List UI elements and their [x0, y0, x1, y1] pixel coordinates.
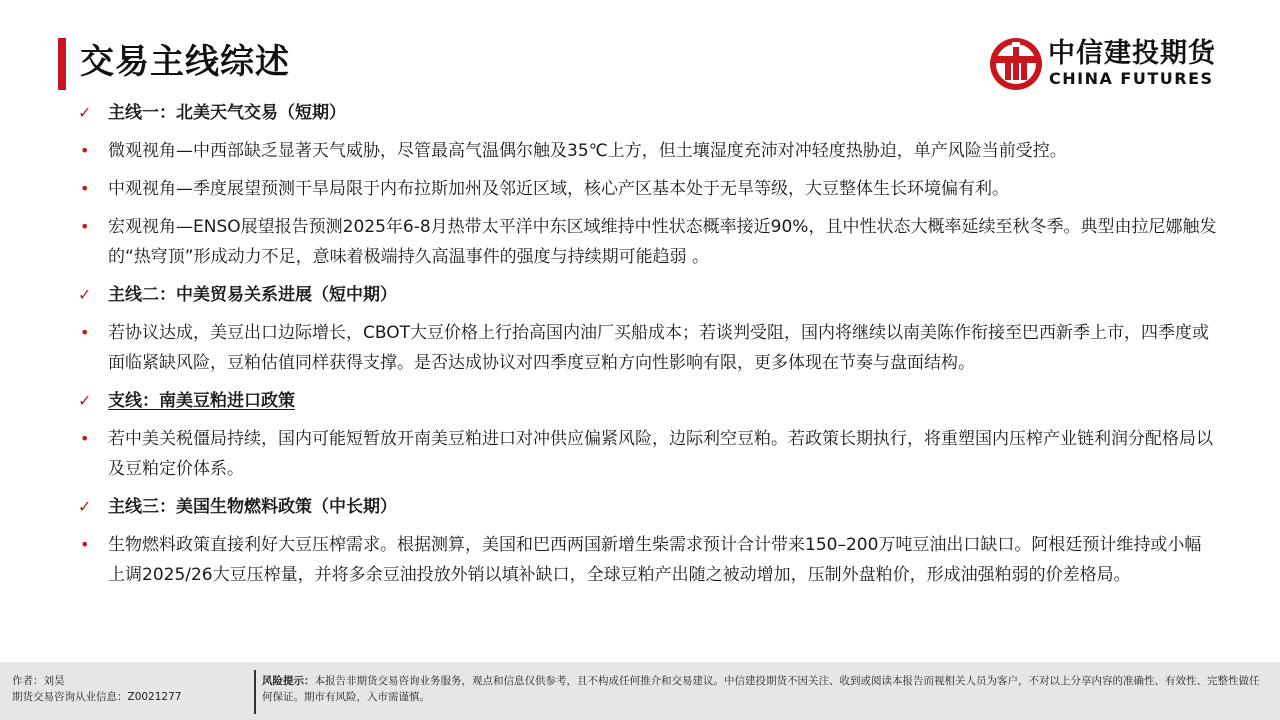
bullet-icon: • [80, 323, 90, 342]
section-heading [78, 386, 1218, 416]
list-item [78, 212, 1218, 272]
bullet-icon: • [80, 217, 90, 236]
footer [0, 662, 1280, 720]
section-heading-text: 主线一：北美天气交易（短期） [108, 103, 346, 123]
risk-disclaimer [262, 673, 1262, 705]
logo-english-name: CHINA FUTURES [1049, 69, 1214, 88]
section-heading [78, 98, 1218, 128]
list-item-text: 微观视角—中西部缺乏显著天气威胁，尽管最高气温偶尔触及35℃上方，但土壤湿度充沛对冲轻度热胁迫，单产风险当前受控。 [108, 141, 1067, 161]
section-heading-text: 主线二：中美贸易关系进展（短中期） [108, 285, 397, 305]
section-heading-text: 主线三：美国生物燃料政策（中长期） [108, 497, 397, 517]
list-item [78, 136, 1218, 166]
check-icon: ✓ [78, 103, 92, 122]
bullet-icon: • [80, 429, 90, 448]
list-item-text: 宏观视角—ENSO展望报告预测2025年6-8月热带太平洋中东区域维持中性状态概率接近90%，且中性状态大概率延续至秋冬季。典型由拉尼娜触发的“热穹顶”形成动力不足，意味着极端持久高温事件的强度与持续期可能趋弱 。 [108, 217, 1217, 267]
check-icon: ✓ [78, 391, 92, 410]
list-item-text: 中观视角—季度展望预测干旱局限于内布拉斯加州及邻近区域，核心产区基本处于无旱等级，大豆整体生长环境偏有利。 [108, 179, 1009, 199]
list-item [78, 530, 1218, 590]
risk-label: 风险提示： [262, 675, 315, 687]
section-heading-text: 支线：南美豆粕进口政策 [108, 391, 295, 411]
footer-divider [254, 670, 256, 714]
list-item [78, 174, 1218, 204]
list-item-text: 若中美关税僵局持续，国内可能短暂放开南美豆粕进口对冲供应偏紧风险，边际利空豆粕。若政策长期执行，将重塑国内压榨产业链利润分配格局以及豆粕定价体系。 [108, 429, 1213, 479]
check-icon: ✓ [78, 285, 92, 304]
page-title: 交易主线综述 [80, 42, 290, 82]
risk-text: 本报告非期货交易咨询业务服务，观点和信息仅供参考，且不构成任何推介和交易建议。中信建投期货不因关注、收到或阅读本报告而视相关人员为客户，不对以上分享内容的准确性、有效性、完整性做任何保证。期市有风险，入市需谨慎。 [262, 675, 1260, 703]
logo-chinese-name: 中信建投期货 [1048, 38, 1216, 69]
list-item [78, 424, 1218, 484]
check-icon: ✓ [78, 497, 92, 516]
list-item-text: 生物燃料政策直接利好大豆压榨需求。根据测算，美国和巴西两国新增生柴需求预计合计带来150–200万吨豆油出口缺口。阿根廷预计维持或小幅上调2025/26大豆压榨量，并将多余豆油投放外销以填补缺口，全球豆粕产出随之被动增加，压制外盘粕价，形成油强粕弱的价差格局。 [108, 535, 1202, 585]
bullet-icon: • [80, 141, 90, 160]
title-accent-bar [58, 38, 66, 90]
list-item [78, 318, 1218, 378]
footer-author-info [12, 673, 181, 705]
list-item-text: 若协议达成，美豆出口边际增长，CBOT大豆价格上行抬高国内油厂买船成本；若谈判受阻，国内将继续以南美陈作衔接至巴西新季上市，四季度或面临紧缺风险，豆粕估值同样获得支撑。是否达成协议对四季度豆粕方向性影响有限，更多体现在节奏与盘面结构。 [108, 323, 1209, 373]
section-heading [78, 280, 1218, 310]
citic-logo-icon [988, 36, 1044, 92]
license-number: 期货交易咨询从业信息：Z0021277 [12, 691, 182, 703]
section-heading [78, 492, 1218, 522]
content-body [78, 98, 1218, 598]
bullet-icon: • [80, 179, 90, 198]
author-name: 作者：刘昊 [12, 675, 65, 687]
bullet-icon: • [80, 535, 90, 554]
company-logo [988, 36, 1228, 92]
